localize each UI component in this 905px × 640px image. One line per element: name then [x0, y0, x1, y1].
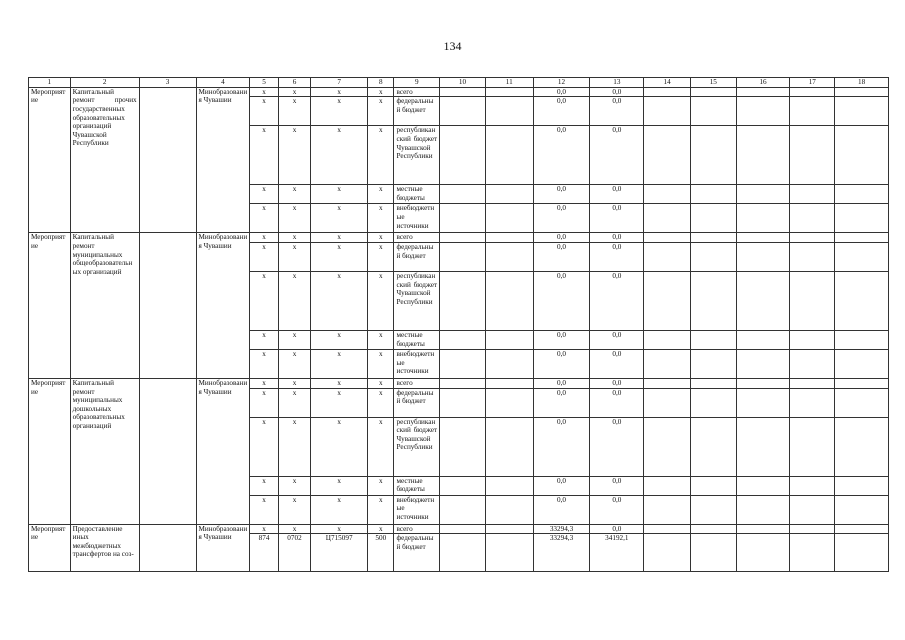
- column-number-cell: 11: [485, 78, 533, 88]
- empty-cell: [690, 233, 736, 243]
- value-cell: 0,0: [590, 495, 644, 524]
- empty-cell: [690, 87, 736, 97]
- empty-cell: [835, 242, 889, 271]
- value-cell: 0,0: [590, 417, 644, 476]
- empty-cell: [690, 242, 736, 271]
- value-cell: 0,0: [590, 233, 644, 243]
- value-cell: x: [250, 126, 278, 185]
- value-cell: 33294,3: [533, 524, 590, 534]
- empty-cell: [485, 271, 533, 330]
- value-cell: x: [250, 349, 278, 378]
- empty-cell: [690, 495, 736, 524]
- column-number-cell: 16: [736, 78, 790, 88]
- value-cell: 0,0: [590, 271, 644, 330]
- event-name-cell: Предоставление иных межбюджетных трансфертов на соз-: [70, 524, 139, 572]
- value-cell: 500: [368, 534, 394, 572]
- empty-cell: [736, 97, 790, 126]
- value-cell: 0,0: [590, 349, 644, 378]
- column-number-cell: 14: [644, 78, 691, 88]
- value-cell: 0,0: [533, 185, 590, 204]
- empty-cell: [835, 126, 889, 185]
- column-number-cell: 13: [590, 78, 644, 88]
- empty-cell: [690, 378, 736, 388]
- empty-cell: [644, 349, 691, 378]
- value-cell: 0,0: [590, 330, 644, 349]
- empty-cell: [835, 204, 889, 233]
- empty-cell: [485, 204, 533, 233]
- empty-cell: [485, 534, 533, 572]
- empty-cell: [790, 204, 835, 233]
- empty-cell: [440, 495, 486, 524]
- empty-cell: [690, 97, 736, 126]
- value-cell: x: [311, 126, 368, 185]
- empty-cell: [736, 495, 790, 524]
- empty-cell: [485, 378, 533, 388]
- empty-cell: [644, 185, 691, 204]
- value-cell: 0,0: [533, 233, 590, 243]
- empty-cell: [440, 417, 486, 476]
- funding-source-cell: внебюджетные источники: [394, 204, 440, 233]
- empty-cell: [790, 97, 835, 126]
- value-cell: x: [250, 233, 278, 243]
- value-cell: x: [278, 378, 310, 388]
- value-cell: x: [278, 524, 310, 534]
- column-number-cell: 1: [29, 78, 71, 88]
- value-cell: x: [368, 126, 394, 185]
- empty-cell: [835, 233, 889, 243]
- value-cell: x: [368, 330, 394, 349]
- empty-cell: [440, 378, 486, 388]
- empty-cell: [835, 378, 889, 388]
- value-cell: x: [368, 378, 394, 388]
- value-cell: 0,0: [590, 476, 644, 495]
- empty-cell: [644, 233, 691, 243]
- empty-cell: [485, 524, 533, 534]
- empty-cell: [736, 233, 790, 243]
- empty-cell: [736, 204, 790, 233]
- empty-cell: [736, 388, 790, 417]
- empty-cell: [690, 349, 736, 378]
- empty-cell: [790, 185, 835, 204]
- value-cell: x: [278, 330, 310, 349]
- empty-cell: [485, 126, 533, 185]
- empty-cell: [736, 349, 790, 378]
- value-cell: x: [311, 476, 368, 495]
- value-cell: 0,0: [590, 97, 644, 126]
- value-cell: x: [368, 524, 394, 534]
- event-name-cell: Капитальный ремонт муниципальных дошкольных образовательных организаций: [70, 378, 139, 524]
- empty-cell: [690, 534, 736, 572]
- column-number-cell: 10: [440, 78, 486, 88]
- empty-cell: [644, 476, 691, 495]
- value-cell: x: [278, 204, 310, 233]
- empty-cell: [835, 185, 889, 204]
- value-cell: 0,0: [533, 271, 590, 330]
- value-cell: 0,0: [590, 87, 644, 97]
- empty-cell: [644, 534, 691, 572]
- empty-cell: [644, 524, 691, 534]
- empty-cell: [440, 349, 486, 378]
- empty-cell: [690, 271, 736, 330]
- budget-table: [28, 77, 889, 572]
- value-cell: x: [311, 349, 368, 378]
- column-number-cell: 17: [790, 78, 835, 88]
- value-cell: x: [368, 476, 394, 495]
- empty-cell: [835, 388, 889, 417]
- column-number-cell: 5: [250, 78, 278, 88]
- value-cell: x: [311, 97, 368, 126]
- empty-cell: [790, 378, 835, 388]
- value-cell: 0,0: [533, 349, 590, 378]
- funding-source-cell: республиканский бюджет Чувашской Республики: [394, 417, 440, 476]
- value-cell: 0,0: [533, 495, 590, 524]
- value-cell: 0,0: [533, 476, 590, 495]
- column-number-cell: 18: [835, 78, 889, 88]
- empty-cell: [835, 524, 889, 534]
- value-cell: x: [311, 417, 368, 476]
- empty-cell: [485, 242, 533, 271]
- value-cell: x: [278, 349, 310, 378]
- empty-cell: [440, 233, 486, 243]
- empty-cell: [485, 349, 533, 378]
- funding-source-cell: всего: [394, 524, 440, 534]
- value-cell: x: [250, 495, 278, 524]
- empty-cell: [835, 476, 889, 495]
- empty-cell: [644, 87, 691, 97]
- empty-cell: [644, 388, 691, 417]
- empty-cell: [440, 126, 486, 185]
- empty-cell: [736, 271, 790, 330]
- empty-cell: [835, 271, 889, 330]
- value-cell: x: [368, 388, 394, 417]
- empty-cell: [440, 388, 486, 417]
- empty-cell: [790, 87, 835, 97]
- empty-cell: [835, 330, 889, 349]
- value-cell: x: [311, 185, 368, 204]
- value-cell: x: [278, 97, 310, 126]
- executor-cell: Минобразования Чувашии: [196, 524, 250, 572]
- empty-cell: [790, 476, 835, 495]
- value-cell: 0,0: [533, 97, 590, 126]
- value-cell: x: [250, 476, 278, 495]
- value-cell: x: [311, 271, 368, 330]
- value-cell: x: [311, 233, 368, 243]
- table-row: [29, 378, 889, 388]
- value-cell: x: [278, 495, 310, 524]
- empty-cell: [736, 126, 790, 185]
- value-cell: x: [250, 524, 278, 534]
- value-cell: x: [278, 271, 310, 330]
- empty-cell: [790, 330, 835, 349]
- value-cell: x: [250, 204, 278, 233]
- value-cell: x: [368, 87, 394, 97]
- empty-cell: [485, 495, 533, 524]
- column-number-cell: 6: [278, 78, 310, 88]
- empty-cell: [790, 524, 835, 534]
- value-cell: x: [250, 97, 278, 126]
- empty-cell: [644, 271, 691, 330]
- column-number-cell: 12: [533, 78, 590, 88]
- empty-cell: [736, 87, 790, 97]
- value-cell: x: [368, 349, 394, 378]
- value-cell: x: [250, 378, 278, 388]
- empty-cell: [440, 476, 486, 495]
- value-cell: 0,0: [533, 388, 590, 417]
- value-cell: x: [311, 495, 368, 524]
- value-cell: 0,0: [533, 378, 590, 388]
- empty-cell: [485, 476, 533, 495]
- value-cell: 0,0: [533, 87, 590, 97]
- value-cell: x: [368, 233, 394, 243]
- column-number-row: [29, 78, 889, 88]
- executor-cell: Минобразования Чувашии: [196, 378, 250, 524]
- empty-cell: [835, 87, 889, 97]
- empty-cell: [440, 87, 486, 97]
- empty-cell: [139, 378, 196, 524]
- empty-cell: [440, 97, 486, 126]
- empty-cell: [440, 204, 486, 233]
- empty-cell: [485, 97, 533, 126]
- empty-cell: [440, 330, 486, 349]
- value-cell: x: [368, 242, 394, 271]
- funding-source-cell: внебюджетные источники: [394, 349, 440, 378]
- value-cell: x: [278, 87, 310, 97]
- event-type-cell: Мероприятие: [29, 524, 71, 572]
- value-cell: x: [250, 388, 278, 417]
- empty-cell: [485, 185, 533, 204]
- value-cell: 0,0: [590, 126, 644, 185]
- funding-source-cell: федеральный бюджет: [394, 534, 440, 572]
- event-type-cell: Мероприятие: [29, 87, 71, 233]
- value-cell: 0,0: [590, 378, 644, 388]
- empty-cell: [790, 495, 835, 524]
- value-cell: 0,0: [533, 126, 590, 185]
- empty-cell: [485, 233, 533, 243]
- funding-source-cell: местные бюджеты: [394, 185, 440, 204]
- empty-cell: [790, 233, 835, 243]
- table-row: [29, 233, 889, 243]
- value-cell: 0,0: [590, 524, 644, 534]
- empty-cell: [644, 204, 691, 233]
- value-cell: x: [368, 185, 394, 204]
- funding-source-cell: местные бюджеты: [394, 476, 440, 495]
- executor-cell: Минобразования Чувашии: [196, 233, 250, 379]
- value-cell: 0,0: [590, 388, 644, 417]
- empty-cell: [790, 417, 835, 476]
- value-cell: 0,0: [590, 242, 644, 271]
- empty-cell: [790, 349, 835, 378]
- value-cell: x: [278, 388, 310, 417]
- funding-source-cell: всего: [394, 87, 440, 97]
- empty-cell: [736, 185, 790, 204]
- empty-cell: [790, 534, 835, 572]
- empty-cell: [644, 495, 691, 524]
- table-row: [29, 87, 889, 97]
- empty-cell: [440, 185, 486, 204]
- empty-cell: [690, 388, 736, 417]
- empty-cell: [690, 126, 736, 185]
- value-cell: 0,0: [590, 204, 644, 233]
- value-cell: 0702: [278, 534, 310, 572]
- column-number-cell: 15: [690, 78, 736, 88]
- column-number-cell: 7: [311, 78, 368, 88]
- empty-cell: [139, 87, 196, 233]
- value-cell: 33294,3: [533, 534, 590, 572]
- empty-cell: [139, 233, 196, 379]
- empty-cell: [690, 330, 736, 349]
- empty-cell: [690, 185, 736, 204]
- empty-cell: [736, 417, 790, 476]
- empty-cell: [790, 271, 835, 330]
- funding-source-cell: федеральный бюджет: [394, 242, 440, 271]
- table-row: [29, 524, 889, 534]
- empty-cell: [736, 330, 790, 349]
- empty-cell: [835, 417, 889, 476]
- empty-cell: [790, 242, 835, 271]
- column-number-cell: 2: [70, 78, 139, 88]
- empty-cell: [440, 534, 486, 572]
- empty-cell: [644, 417, 691, 476]
- empty-cell: [835, 495, 889, 524]
- empty-cell: [440, 271, 486, 330]
- empty-cell: [790, 388, 835, 417]
- empty-cell: [440, 242, 486, 271]
- empty-cell: [736, 242, 790, 271]
- value-cell: x: [250, 330, 278, 349]
- executor-cell: Минобразования Чувашии: [196, 87, 250, 233]
- column-number-cell: 4: [196, 78, 250, 88]
- empty-cell: [644, 126, 691, 185]
- empty-cell: [736, 534, 790, 572]
- empty-cell: [485, 388, 533, 417]
- empty-cell: [690, 524, 736, 534]
- value-cell: 0,0: [533, 417, 590, 476]
- empty-cell: [690, 204, 736, 233]
- value-cell: x: [368, 97, 394, 126]
- empty-cell: [835, 97, 889, 126]
- column-number-cell: 9: [394, 78, 440, 88]
- value-cell: 0,0: [533, 204, 590, 233]
- funding-source-cell: республиканский бюджет Чувашской Республики: [394, 271, 440, 330]
- empty-cell: [139, 524, 196, 572]
- empty-cell: [644, 242, 691, 271]
- value-cell: x: [278, 126, 310, 185]
- empty-cell: [690, 417, 736, 476]
- value-cell: 34192,1: [590, 534, 644, 572]
- funding-source-cell: республиканский бюджет Чувашской Республики: [394, 126, 440, 185]
- empty-cell: [690, 476, 736, 495]
- value-cell: x: [311, 87, 368, 97]
- column-number-cell: 3: [139, 78, 196, 88]
- funding-source-cell: всего: [394, 378, 440, 388]
- value-cell: x: [368, 204, 394, 233]
- value-cell: x: [368, 495, 394, 524]
- value-cell: x: [311, 524, 368, 534]
- value-cell: x: [311, 242, 368, 271]
- empty-cell: [485, 417, 533, 476]
- funding-source-cell: федеральный бюджет: [394, 388, 440, 417]
- empty-cell: [835, 534, 889, 572]
- event-name-cell: Капитальный ремонт прочих государственных образовательных организаций Чувашской Республики: [70, 87, 139, 233]
- empty-cell: [644, 330, 691, 349]
- empty-cell: [736, 476, 790, 495]
- value-cell: Ц715097: [311, 534, 368, 572]
- column-number-cell: 8: [368, 78, 394, 88]
- empty-cell: [440, 524, 486, 534]
- value-cell: x: [250, 271, 278, 330]
- page-number: 134: [443, 39, 462, 53]
- value-cell: x: [278, 417, 310, 476]
- value-cell: x: [311, 204, 368, 233]
- value-cell: x: [311, 378, 368, 388]
- value-cell: x: [368, 271, 394, 330]
- funding-source-cell: всего: [394, 233, 440, 243]
- value-cell: x: [250, 185, 278, 204]
- empty-cell: [835, 349, 889, 378]
- value-cell: x: [250, 242, 278, 271]
- value-cell: 874: [250, 534, 278, 572]
- empty-cell: [736, 378, 790, 388]
- empty-cell: [485, 87, 533, 97]
- event-type-cell: Мероприятие: [29, 378, 71, 524]
- empty-cell: [485, 330, 533, 349]
- value-cell: x: [250, 417, 278, 476]
- value-cell: x: [311, 330, 368, 349]
- value-cell: x: [368, 417, 394, 476]
- event-type-cell: Мероприятие: [29, 233, 71, 379]
- value-cell: 0,0: [590, 185, 644, 204]
- value-cell: x: [278, 185, 310, 204]
- empty-cell: [736, 524, 790, 534]
- value-cell: x: [278, 233, 310, 243]
- value-cell: 0,0: [533, 330, 590, 349]
- funding-source-cell: внебюджетные источники: [394, 495, 440, 524]
- empty-cell: [644, 97, 691, 126]
- value-cell: x: [311, 388, 368, 417]
- value-cell: x: [278, 242, 310, 271]
- value-cell: 0,0: [533, 242, 590, 271]
- empty-cell: [644, 378, 691, 388]
- funding-source-cell: местные бюджеты: [394, 330, 440, 349]
- funding-source-cell: федеральный бюджет: [394, 97, 440, 126]
- value-cell: x: [250, 87, 278, 97]
- event-name-cell: Капитальный ремонт муниципальных общеобразовательных организаций: [70, 233, 139, 379]
- value-cell: x: [278, 476, 310, 495]
- empty-cell: [790, 126, 835, 185]
